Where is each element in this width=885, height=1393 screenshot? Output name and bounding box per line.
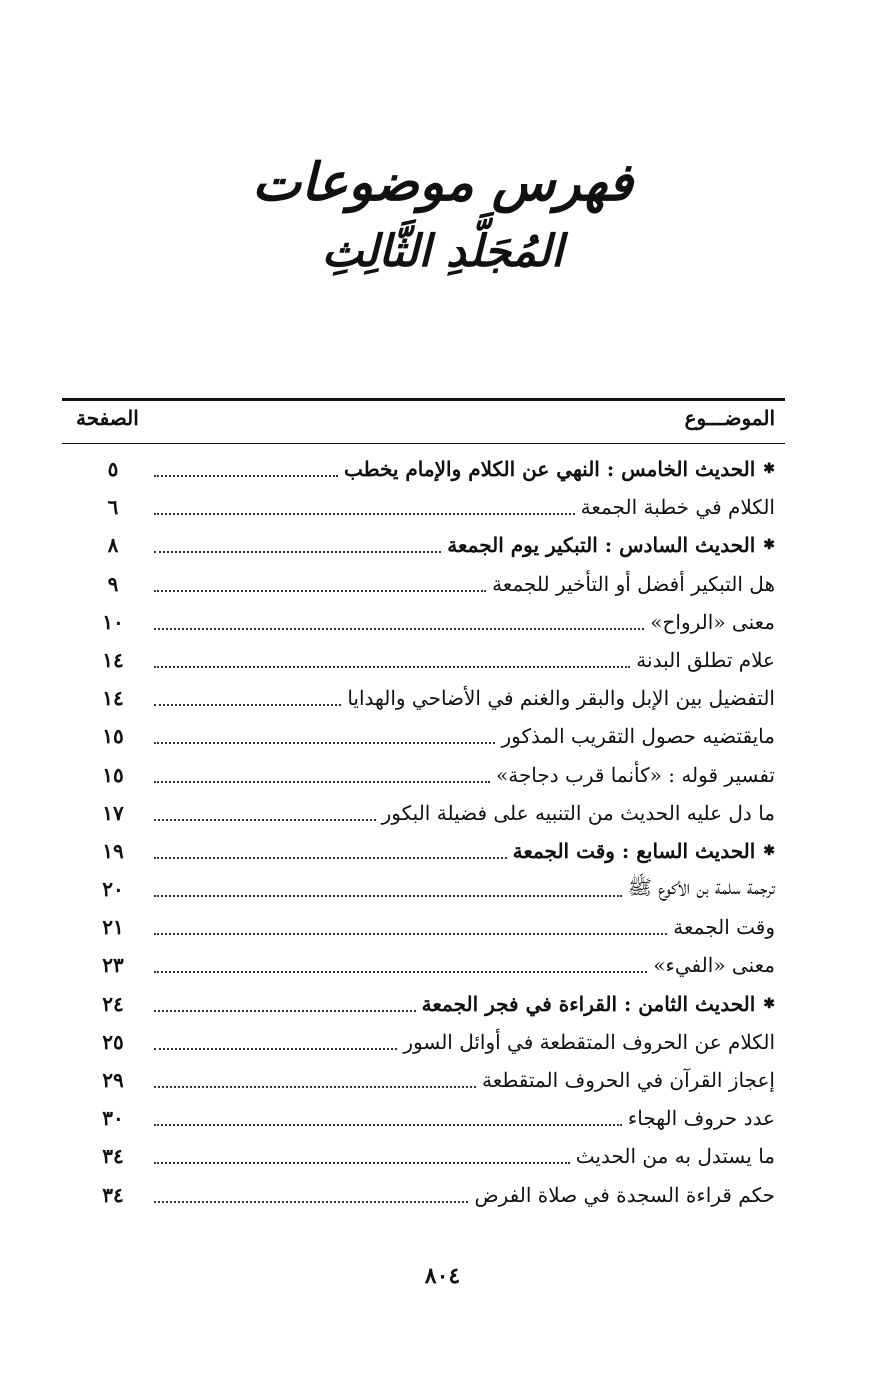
toc-entry-title <box>154 641 775 679</box>
toc-entry-text: الحديث الخامس : النهي عن الكلام والإمام يخطب <box>343 457 756 481</box>
toc-entry-page: ٢٤ <box>102 991 124 1016</box>
toc-entry-page: ١٩ <box>102 838 124 863</box>
asterisk-icon: ✱ <box>763 461 775 477</box>
toc-entry[interactable] <box>62 832 785 870</box>
toc-list <box>62 450 785 1214</box>
volume-subtitle: المُجَلَّدِ الثَّالِثِ <box>321 226 564 277</box>
toc-entry-text: علام تطلق البدنة <box>636 647 775 672</box>
toc-entry-text: وقت الجمعة <box>673 915 775 940</box>
toc-entry-title <box>154 1176 775 1214</box>
toc-entry[interactable] <box>62 756 785 794</box>
header-page: الصفحة <box>76 406 139 430</box>
toc-entry-page: ٨ <box>107 533 119 558</box>
dot-leader <box>154 666 630 668</box>
toc-entry-title <box>154 832 775 870</box>
toc-entry-text: الحديث السابع : وقت الجمعة <box>512 838 756 863</box>
asterisk-icon: ✱ <box>763 995 775 1012</box>
toc-entry-title <box>154 908 775 946</box>
toc-entry[interactable] <box>62 1137 785 1175</box>
dot-leader <box>154 590 486 592</box>
toc-entry-text: الحديث الثامن : القراءة في فجر الجمعة <box>421 991 756 1016</box>
toc-entry-title <box>154 1023 775 1061</box>
index-title: فهرس موضوعات <box>252 152 633 213</box>
dot-leader <box>154 704 341 706</box>
dot-leader <box>154 1124 622 1126</box>
toc-entry-text: التفضيل بين الإبل والبقر والغنم في الأضاحي والهدايا <box>347 686 775 711</box>
toc-entry-text: ترجمة سلمة بن الأكوع ﷺ <box>627 874 775 899</box>
toc-entry-text: معنى «الفيء» <box>653 953 775 978</box>
toc-entry-text: هل التبكير أفضل أو التأخير للجمعة <box>492 571 775 596</box>
toc-entry[interactable] <box>62 908 785 946</box>
dot-leader <box>154 628 644 630</box>
toc-entry-page: ١٤ <box>102 686 124 711</box>
toc-entry-title <box>154 717 775 755</box>
asterisk-icon: ✱ <box>763 842 775 859</box>
toc-entry-title <box>154 1137 775 1175</box>
toc-entry[interactable] <box>62 450 785 488</box>
toc-entry-text: الكلام في خطبة الجمعة <box>580 495 775 520</box>
dot-leader <box>154 1201 468 1203</box>
toc-entry[interactable] <box>62 717 785 755</box>
toc-entry-title <box>154 985 775 1023</box>
toc-entry-text: إعجاز القرآن في الحروف المتقطعة <box>482 1068 775 1092</box>
page-number: ٨٠٤ <box>424 1263 461 1289</box>
toc-entry-text: معنى «الرواح» <box>650 609 775 634</box>
toc-entry[interactable] <box>62 946 785 984</box>
toc-entry[interactable] <box>62 488 785 526</box>
header-topic: الموضـــوع <box>684 406 775 430</box>
toc-entry-text: ما دل عليه الحديث من التنبيه على فضيلة البكور <box>381 800 775 825</box>
toc-entry[interactable] <box>62 603 785 641</box>
toc-entry[interactable] <box>62 679 785 717</box>
dot-leader <box>154 742 495 744</box>
dot-leader <box>154 819 376 821</box>
dot-leader <box>154 1162 570 1164</box>
toc-entry-page: ١٥ <box>102 762 124 787</box>
dot-leader <box>154 933 667 935</box>
toc-entry-page: ٢٩ <box>102 1068 124 1092</box>
dot-leader <box>154 513 575 515</box>
toc-entry-title <box>154 756 775 794</box>
toc-entry-page: ١٠ <box>102 609 124 634</box>
toc-entry-page: ٣٤ <box>102 1182 124 1207</box>
toc-entry-page: ٣٤ <box>102 1144 124 1169</box>
toc-entry-page: ٩ <box>107 571 119 596</box>
dot-leader <box>154 1010 416 1012</box>
dot-leader <box>154 1086 476 1088</box>
dot-leader <box>154 1048 397 1050</box>
toc-entry-page: ١٧ <box>102 800 124 825</box>
toc-entry[interactable] <box>62 641 785 679</box>
toc-entry-title <box>154 1061 775 1099</box>
toc-entry-page: ٢٠ <box>102 877 124 902</box>
toc-entry-text: مايقتضيه حصول التقريب المذكور <box>501 724 775 749</box>
toc-entry[interactable] <box>62 1023 785 1061</box>
toc-entry[interactable] <box>62 870 785 908</box>
toc-entry-page: ١٥ <box>102 724 124 749</box>
dot-leader <box>154 475 338 477</box>
toc-entry-text: ما يستدل به من الحديث <box>575 1144 775 1169</box>
toc-entry-text: الكلام عن الحروف المتقطعة في أوائل السور <box>403 1029 775 1054</box>
toc-entry-title <box>154 450 775 488</box>
toc-entry-title <box>154 946 775 984</box>
toc-entry-title <box>154 603 775 641</box>
toc-entry-title <box>154 488 775 526</box>
toc-entry[interactable] <box>62 526 785 564</box>
dot-leader <box>154 781 490 783</box>
toc-entry-text: تفسير قوله : «كأنما قرب دجاجة» <box>495 762 775 787</box>
toc-entry[interactable] <box>62 985 785 1023</box>
toc-entry-title <box>154 794 775 832</box>
toc-entry-page: ٢٥ <box>102 1029 124 1054</box>
toc-entry-text: عدد حروف الهجاء <box>627 1106 775 1131</box>
asterisk-icon: ✱ <box>763 537 775 554</box>
dot-leader <box>154 971 647 973</box>
toc-entry-title <box>154 526 775 564</box>
toc-entry-page: ٥ <box>107 457 119 481</box>
toc-entry-text: حكم قراءة السجدة في صلاة الفرض <box>474 1182 775 1207</box>
toc-entry-title <box>154 565 775 603</box>
dot-leader <box>154 551 441 553</box>
toc-entry[interactable] <box>62 1176 785 1214</box>
header-rule <box>62 443 785 444</box>
toc-entry[interactable] <box>62 1099 785 1137</box>
toc-entry-title <box>154 870 775 908</box>
dot-leader <box>154 857 507 859</box>
top-rule <box>62 398 785 401</box>
toc-entry-page: ٢١ <box>102 915 124 940</box>
toc-entry-page: ٦ <box>107 495 119 520</box>
toc-entry-page: ١٤ <box>102 647 124 672</box>
toc-entry[interactable] <box>62 565 785 603</box>
toc-entry-title <box>154 679 775 717</box>
toc-entry-page: ٢٣ <box>102 953 124 978</box>
toc-entry[interactable] <box>62 1061 785 1099</box>
toc-entry-title <box>154 1099 775 1137</box>
toc-entry-page: ٣٠ <box>102 1106 124 1131</box>
toc-header <box>62 404 785 440</box>
toc-entry[interactable] <box>62 794 785 832</box>
dot-leader <box>154 895 622 897</box>
toc-entry-text: الحديث السادس : التبكير يوم الجمعة <box>447 533 756 558</box>
